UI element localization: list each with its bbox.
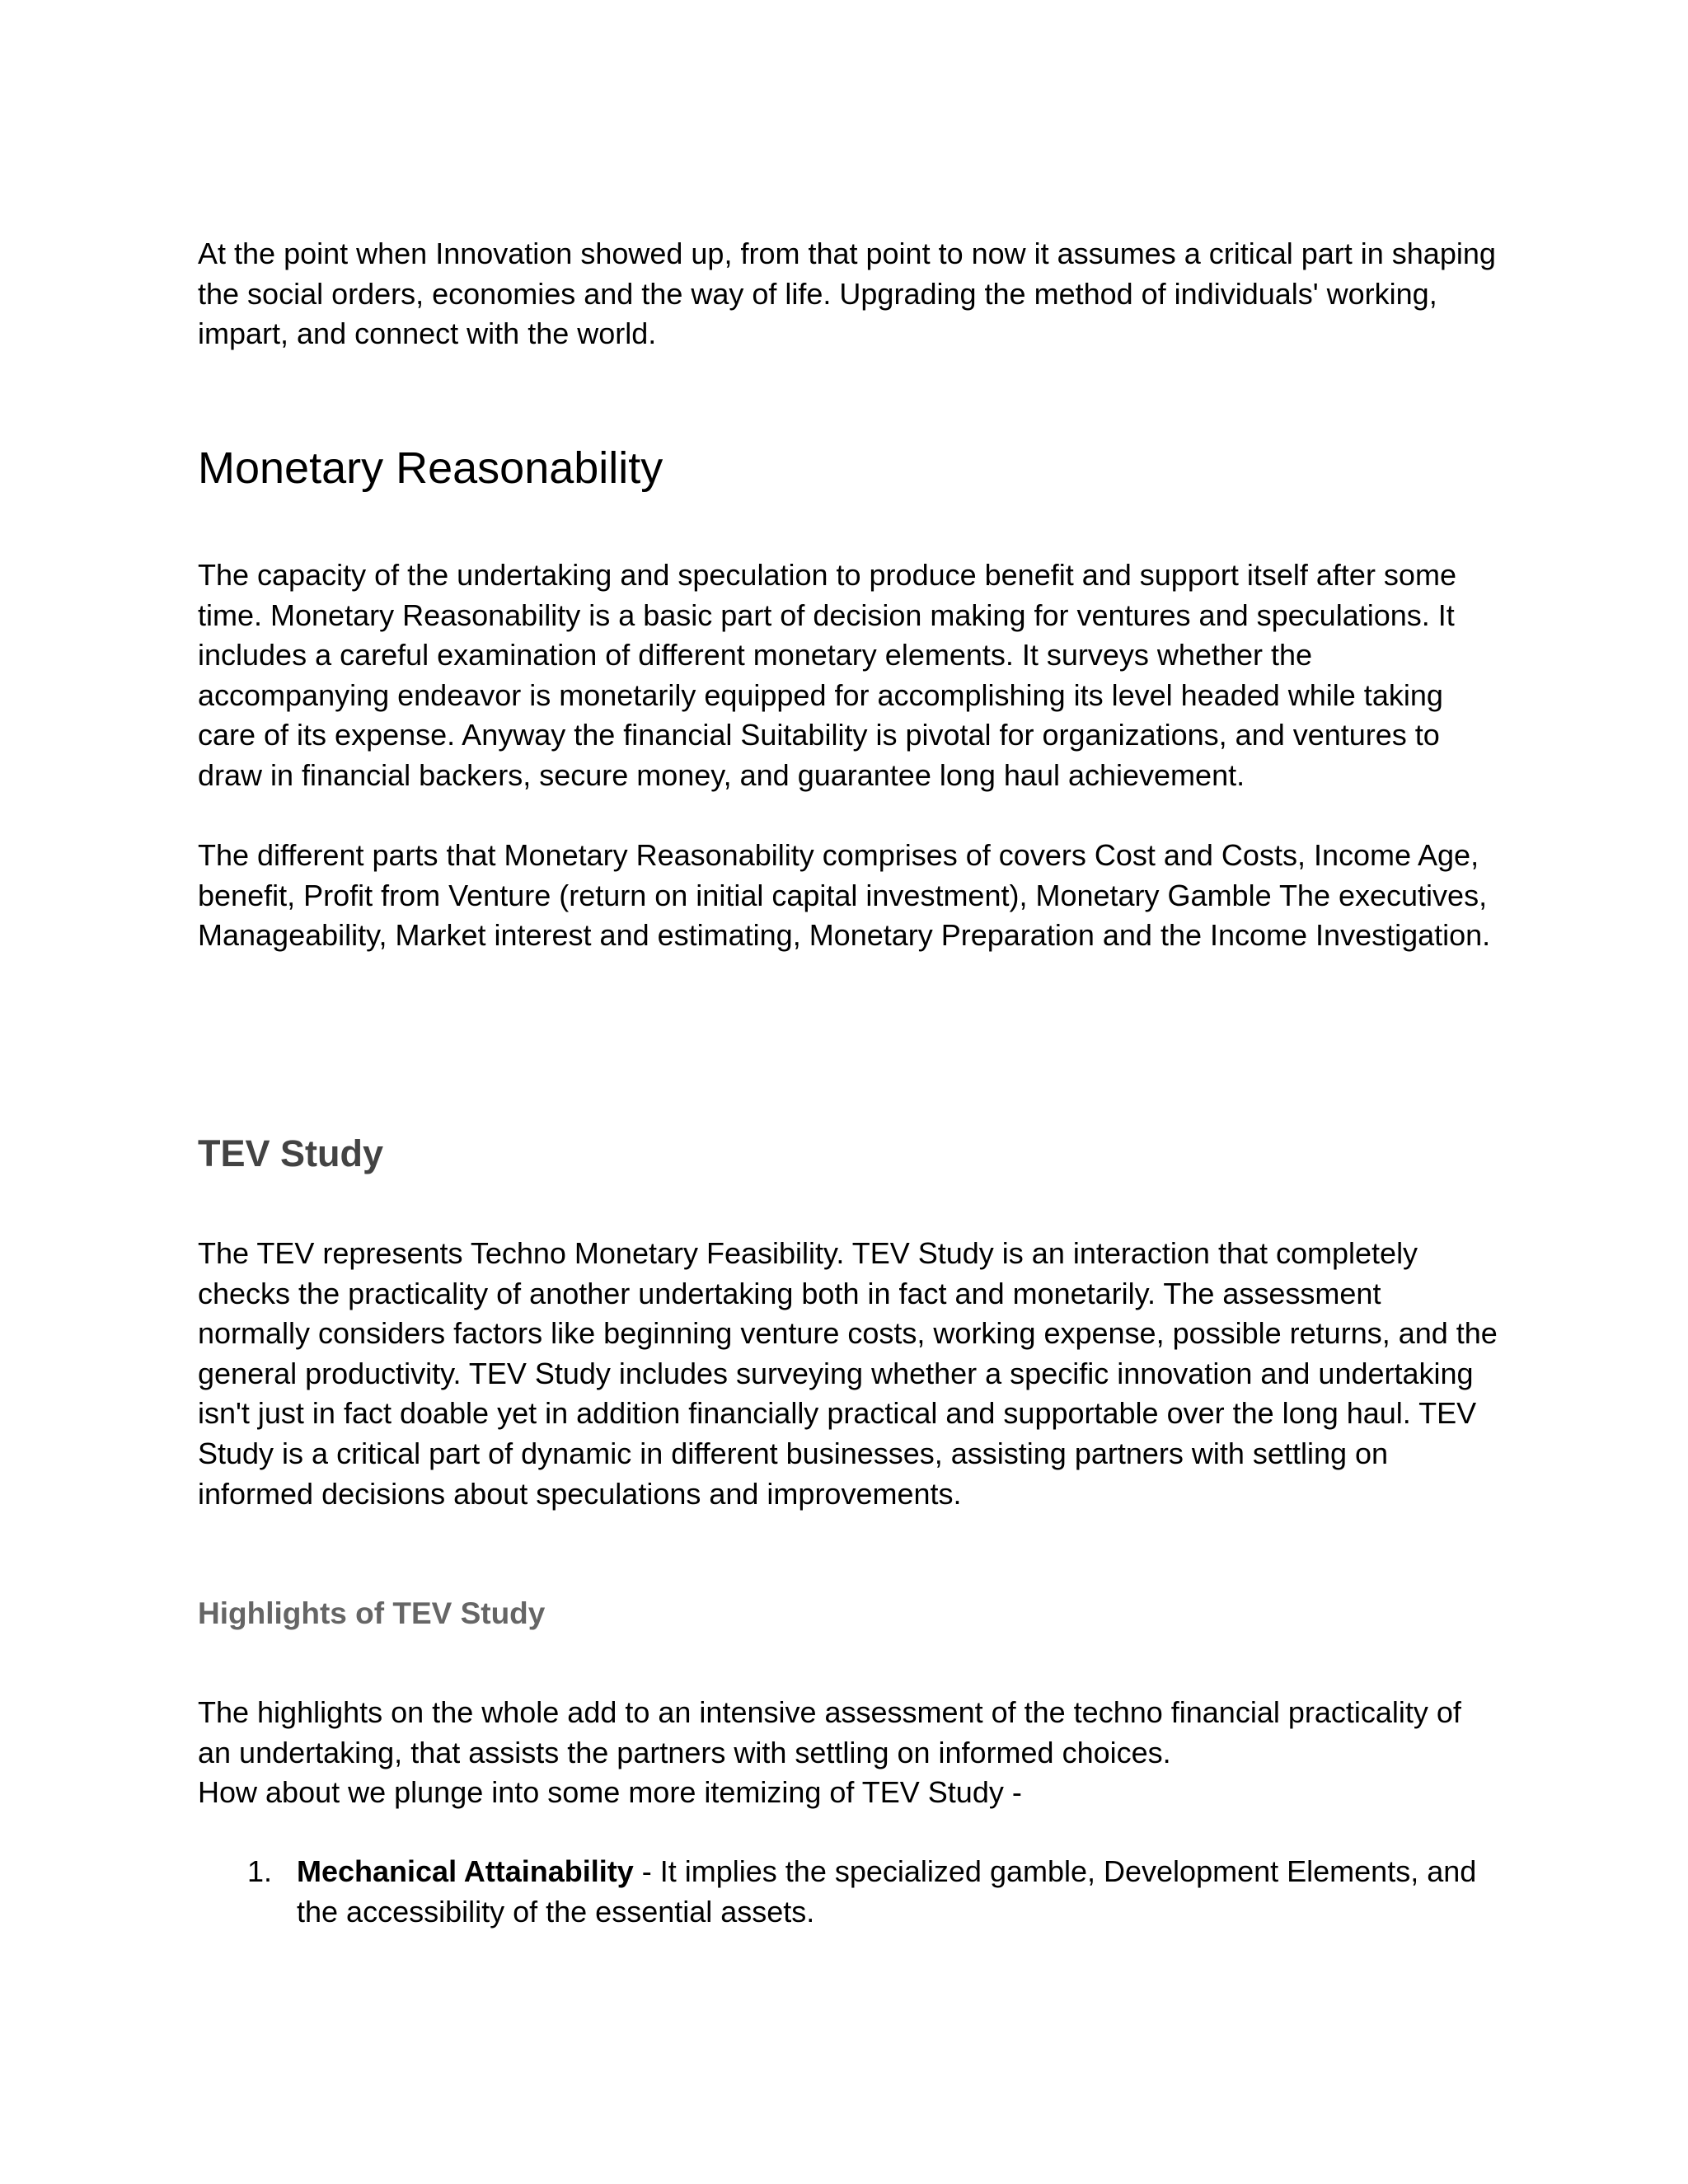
list-item-term: Mechanical Attainability	[297, 1854, 634, 1888]
heading-highlights-tev-study: Highlights of TEV Study	[198, 1596, 546, 1630]
heading-monetary-reasonability: Monetary Reasonability	[198, 443, 663, 493]
highlights-paragraph-line-1: The highlights on the whole add to an intensive assessment of the techno financial practicality of an undertaking, that assists the partners with settling on informed choices.	[198, 1695, 1461, 1769]
intro-paragraph: At the point when Innovation showed up, from that point to now it assumes a critical part in shaping the social orders, economies and the way of life. Upgrading the method of individuals' working, impart, and connect with the world.	[198, 237, 1496, 351]
list-item-number: 1.	[247, 1854, 273, 1888]
list-item-description: - It implies the specialized gamble, Development Elements, and the accessibility of the essential assets.	[297, 1854, 1477, 1929]
monetary-paragraph-2: The different parts that Monetary Reasonability comprises of covers Cost and Costs, Income Age, benefit, Profit from Venture (return on initial capital investment), Monetary Gamble The executives, Manageability, Market interest and estimating, Monetary Preparation and the Income Investigation.	[198, 838, 1491, 953]
list-item	[198, 1852, 1500, 1932]
highlights-list	[198, 1852, 1500, 1932]
monetary-paragraph-1: The capacity of the undertaking and speculation to produce benefit and support itself after some time. Monetary Reasonability is a basic part of decision making for ventures and speculations. It includes a careful examination of different monetary elements. It surveys whether the accompanying endeavor is monetarily equipped for accomplishing its level headed while taking care of its expense. Anyway the financial Suitability is pivotal for organizations, and ventures to draw in financial backers, secure money, and guarantee long haul achievement.	[198, 558, 1456, 792]
tev-paragraph: The TEV represents Techno Monetary Feasibility. TEV Study is an interaction that completely checks the practicality of another undertaking both in fact and monetarily. The assessment normally considers factors like beginning venture costs, working expense, possible returns, and the general productivity. TEV Study includes surveying whether a specific innovation and undertaking isn't just in fact doable yet in addition financially practical and supportable over the long haul. TEV Study is a critical part of dynamic in different businesses, assisting partners with settling on informed decisions about speculations and improvements.	[198, 1236, 1498, 1511]
highlights-paragraph	[198, 1693, 1500, 1813]
heading-tev-study: TEV Study	[198, 1132, 384, 1174]
highlights-paragraph-line-2: How about we plunge into some more itemizing of TEV Study -	[198, 1775, 1022, 1810]
